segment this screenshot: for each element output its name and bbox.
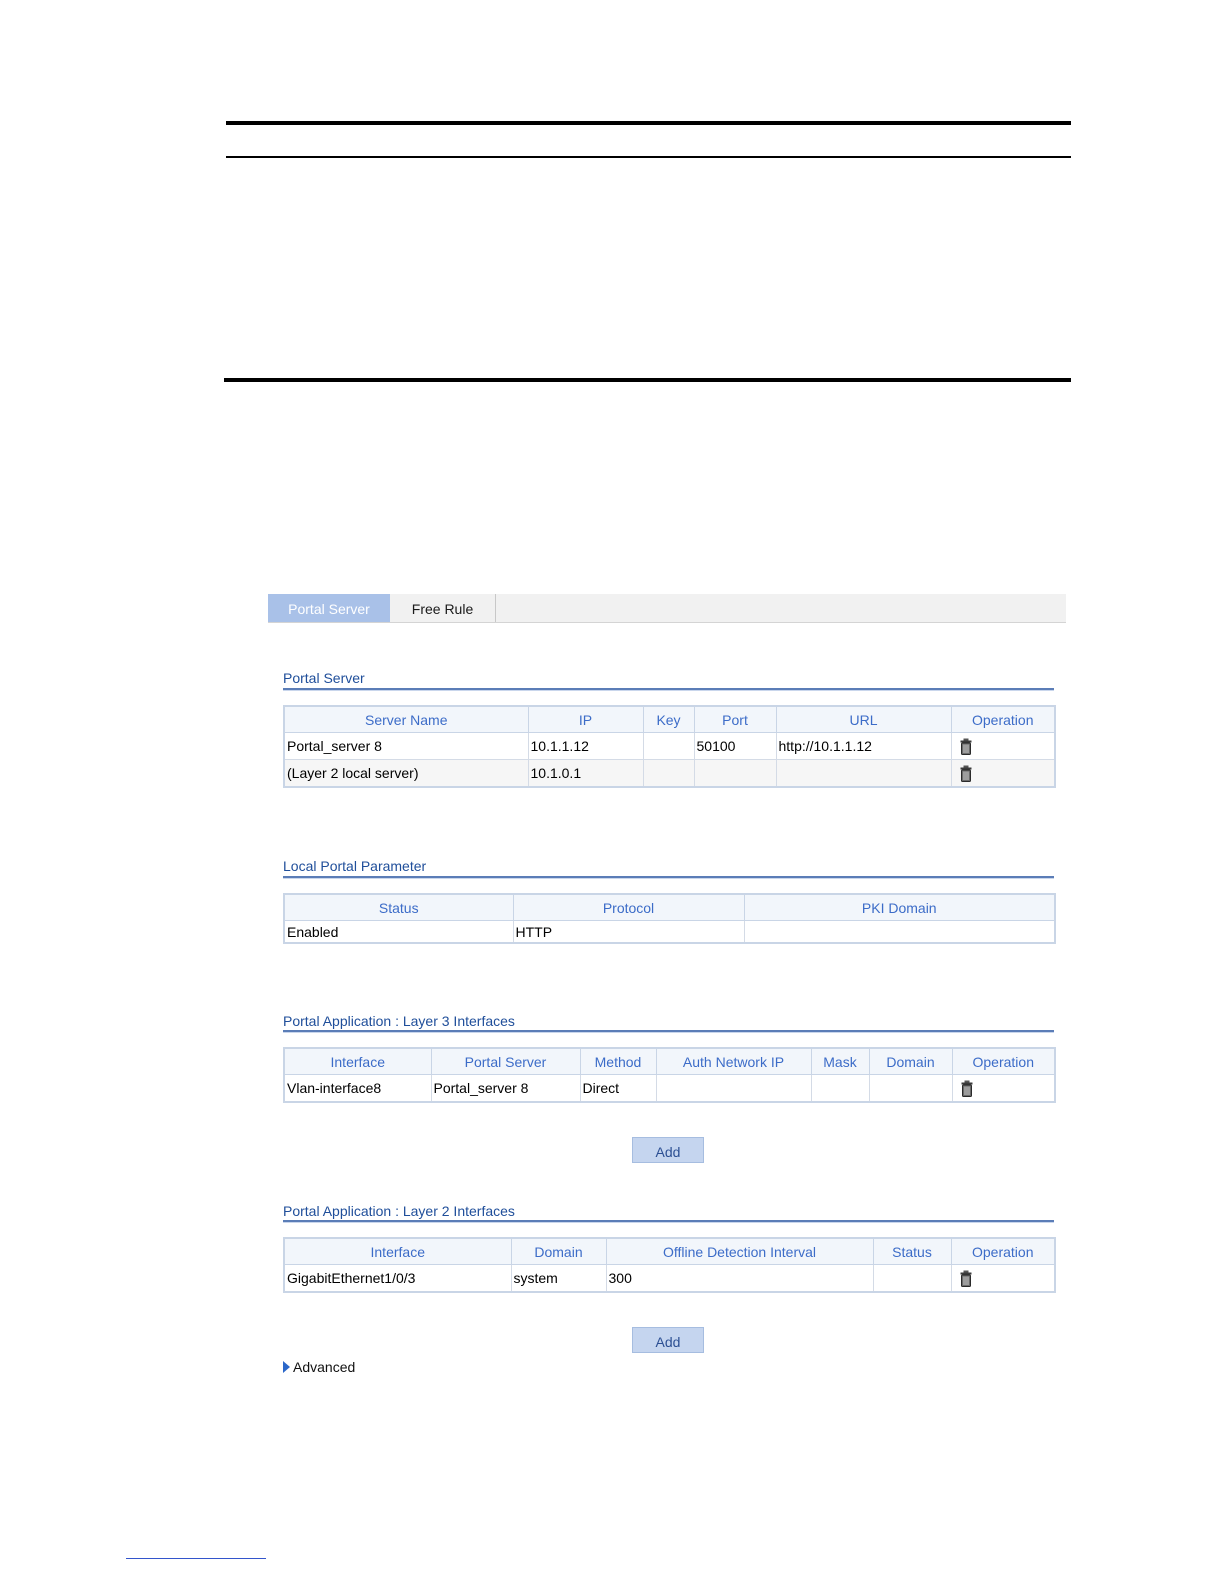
layer2-divider	[283, 1220, 1054, 1223]
local-portal-divider	[283, 876, 1054, 879]
portal-server-divider	[283, 688, 1054, 691]
cell-operation	[951, 733, 1055, 760]
cell-domain	[869, 1075, 952, 1103]
cell-mask	[811, 1075, 869, 1103]
cell-pki-domain	[744, 921, 1055, 944]
delete-icon[interactable]	[960, 738, 972, 755]
cell-interface: GigabitEthernet1/0/3	[284, 1265, 511, 1293]
col-header-interface[interactable]: Interface	[284, 1048, 431, 1075]
advanced-toggle[interactable]	[283, 1359, 355, 1375]
cell-protocol: HTTP	[513, 921, 744, 944]
cell-port: 50100	[694, 733, 776, 760]
col-header-domain[interactable]: Domain	[511, 1238, 606, 1265]
cell-method: Direct	[580, 1075, 656, 1103]
cell-server-name: Portal_server 8	[284, 733, 528, 760]
portal-server-title: Portal Server	[283, 670, 365, 686]
col-header-method[interactable]: Method	[580, 1048, 656, 1075]
cell-offline-detection-interval: 300	[606, 1265, 873, 1293]
col-header-portal-server[interactable]: Portal Server	[431, 1048, 580, 1075]
col-header-operation: Operation	[951, 1238, 1055, 1265]
col-header-status[interactable]: Status	[873, 1238, 951, 1265]
local-portal-title: Local Portal Parameter	[283, 858, 427, 874]
portal-server-table	[283, 705, 1056, 788]
cell-portal-server: Portal_server 8	[431, 1075, 580, 1103]
top-rule-thick	[226, 121, 1071, 125]
table-row	[284, 760, 1055, 788]
layer2-add-button[interactable]: Add	[632, 1327, 704, 1353]
col-header-offline-detection-interval[interactable]: Offline Detection Interval	[606, 1238, 873, 1265]
table-row	[284, 921, 1055, 944]
cell-operation	[951, 1265, 1055, 1293]
cell-operation	[951, 760, 1055, 788]
cell-operation	[952, 1075, 1055, 1103]
tab-bar	[268, 594, 1066, 623]
col-header-url[interactable]: URL	[776, 706, 951, 733]
col-header-server-name[interactable]: Server Name	[284, 706, 528, 733]
col-header-interface[interactable]: Interface	[284, 1238, 511, 1265]
cell-status: Enabled	[284, 921, 513, 944]
col-header-domain[interactable]: Domain	[869, 1048, 952, 1075]
layer3-add-button[interactable]: Add	[632, 1137, 704, 1163]
delete-icon[interactable]	[960, 1270, 972, 1287]
tab-portal-server[interactable]: Portal Server	[268, 594, 390, 622]
table-header-row	[284, 894, 1055, 921]
col-header-auth-network-ip[interactable]: Auth Network IP	[656, 1048, 811, 1075]
layer3-divider	[283, 1030, 1054, 1033]
col-header-pki-domain: PKI Domain	[744, 894, 1055, 921]
col-header-key[interactable]: Key	[643, 706, 694, 733]
cell-key	[643, 733, 694, 760]
table-row	[284, 733, 1055, 760]
cell-status	[873, 1265, 951, 1293]
col-header-ip[interactable]: IP	[528, 706, 643, 733]
cell-interface: Vlan-interface8	[284, 1075, 431, 1103]
layer2-title: Portal Application : Layer 2 Interfaces	[283, 1203, 515, 1219]
col-header-mask[interactable]: Mask	[811, 1048, 869, 1075]
cell-url	[776, 760, 951, 788]
delete-icon[interactable]	[961, 1080, 973, 1097]
cell-url: http://10.1.1.12	[776, 733, 951, 760]
table-row	[284, 1265, 1055, 1293]
cell-ip: 10.1.0.1	[528, 760, 643, 788]
triangle-right-icon	[283, 1361, 290, 1373]
table-row	[284, 1075, 1055, 1103]
footnote-separator	[126, 1558, 266, 1559]
local-portal-table	[283, 893, 1056, 944]
table-header-row	[284, 1048, 1055, 1075]
cell-port	[694, 760, 776, 788]
col-header-operation: Operation	[952, 1048, 1055, 1075]
cell-key	[643, 760, 694, 788]
delete-icon[interactable]	[960, 765, 972, 782]
advanced-label: Advanced	[293, 1359, 356, 1375]
layer2-table	[283, 1237, 1056, 1293]
table-header-row	[284, 1238, 1055, 1265]
cell-server-name: (Layer 2 local server)	[284, 760, 528, 788]
col-header-port[interactable]: Port	[694, 706, 776, 733]
cell-domain: system	[511, 1265, 606, 1293]
layer3-title: Portal Application : Layer 3 Interfaces	[283, 1013, 515, 1029]
cell-ip: 10.1.1.12	[528, 733, 643, 760]
layer3-table	[283, 1047, 1056, 1103]
top-rule-thin	[226, 156, 1071, 158]
col-header-operation: Operation	[951, 706, 1055, 733]
cell-auth-network-ip	[656, 1075, 811, 1103]
table-header-row	[284, 706, 1055, 733]
col-header-protocol: Protocol	[513, 894, 744, 921]
bottom-rule-thick	[224, 378, 1071, 382]
col-header-status: Status	[284, 894, 513, 921]
tab-free-rule[interactable]: Free Rule	[390, 594, 496, 622]
